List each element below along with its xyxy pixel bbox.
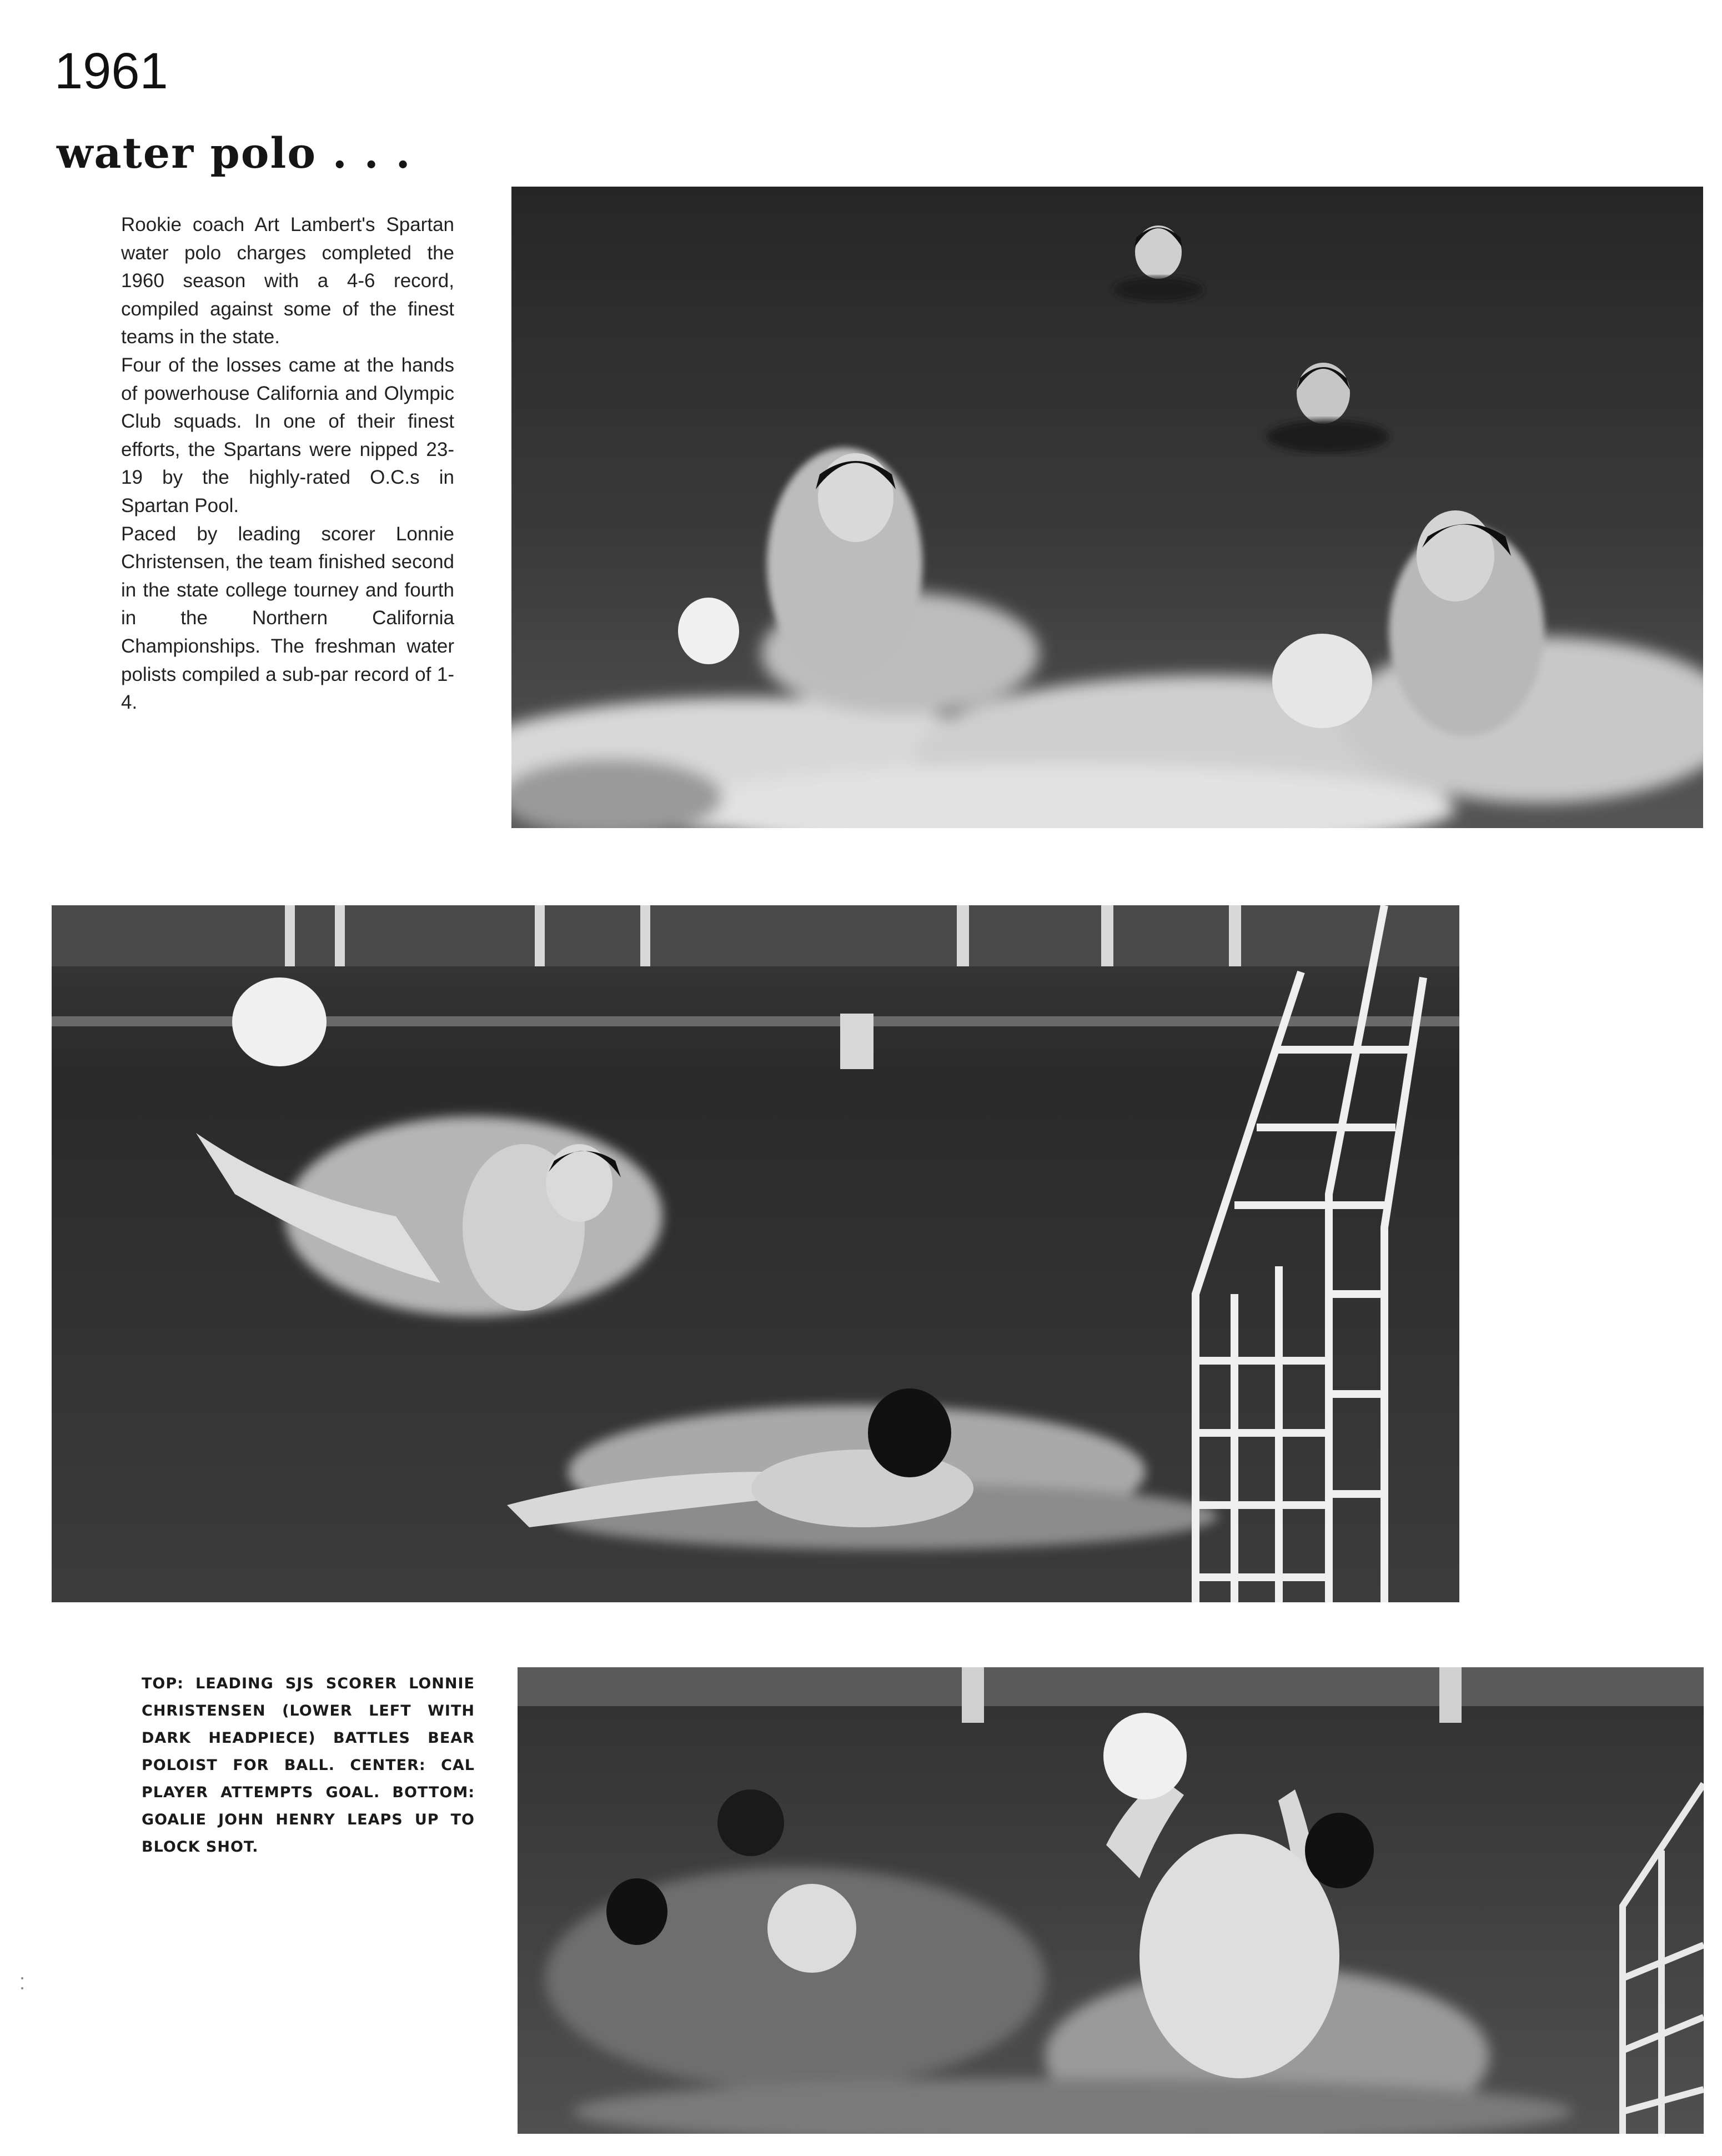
scan-speck xyxy=(21,1977,23,1979)
water-polo-ball xyxy=(1103,1713,1187,1799)
article-paragraph-2: Four of the losses came at the hands of powerhouse California and Olympic Club squads. In one of their finest efforts, the Spartans were nipped 23-19 by the highly-rated O.C.s in Spartan Pool. xyxy=(121,354,454,517)
pool-deck xyxy=(52,905,1459,966)
article-paragraph-1: Rookie coach Art Lambert's Spartan water polo charges completed the 1960 season with a 4-6 record, compiled against some of the finest teams in the state. xyxy=(121,214,454,348)
photo-caption: TOP: LEADING SJS SCORER LONNIE CHRISTENSEN (LOWER LEFT WITH DARK HEADPIECE) BATTLES BEAR POLOIST FOR BALL. CENTER: CAL PLAYER ATTEMPTS GOAL. BOTTOM: GOALIE JOHN HENRY LEAPS UP TO BLOCK SHOT. xyxy=(142,1675,475,1856)
water-polo-ball xyxy=(232,977,327,1066)
pool-deck xyxy=(518,1667,1704,1706)
water-polo-ball xyxy=(1272,634,1372,728)
article-paragraph-3: Paced by leading scorer Lonnie Christensen, the team finished second in the state college tourney and fourth in the Northern California Championships. The freshman water polists compiled a sub-par record of 1-4. xyxy=(121,523,454,714)
photo-center-image xyxy=(52,905,1459,1602)
photo-top-image xyxy=(511,187,1703,828)
scan-speck xyxy=(21,1987,23,1989)
article-body xyxy=(121,211,454,717)
photo-bottom-goalie-block xyxy=(518,1667,1704,2134)
article-title: water polo . . . xyxy=(57,128,411,178)
photo-center-goal-attempt xyxy=(52,905,1459,1602)
water-polo-ball xyxy=(678,598,739,664)
photo-top-players-battle xyxy=(511,187,1703,828)
photo-bottom-image xyxy=(518,1667,1704,2134)
page-year: 1961 xyxy=(54,43,168,99)
